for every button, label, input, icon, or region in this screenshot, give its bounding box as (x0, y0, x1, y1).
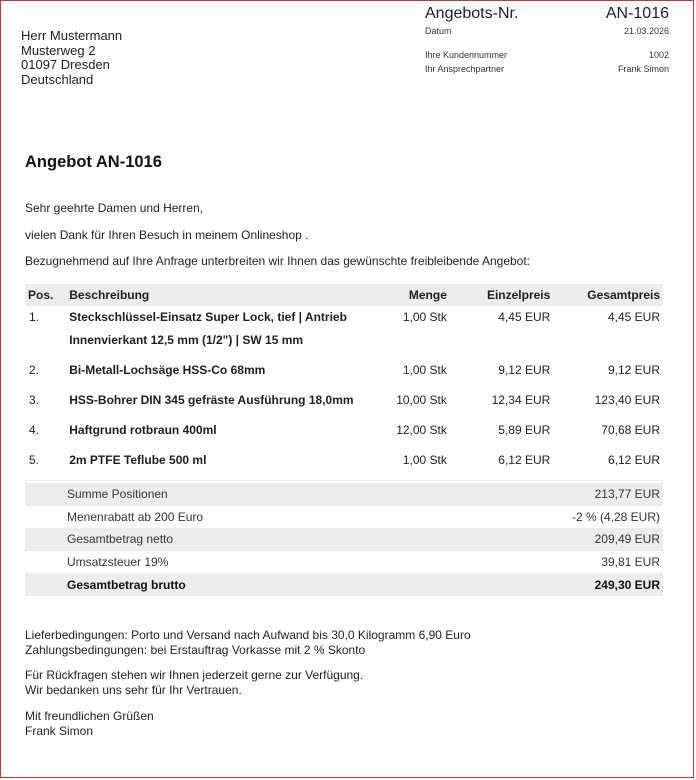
date-row (425, 24, 669, 38)
item-unit-price: 6,12 EUR (498, 453, 551, 467)
totals-label: Umsatzsteuer 19% (67, 555, 169, 570)
header-description: Beschreibung (66, 284, 357, 306)
recipient-city: 01097 Dresden (21, 57, 110, 72)
item-total-price: 4,45 EUR (607, 310, 660, 324)
items-table (25, 284, 663, 479)
item-description: Haftgrund rotbraun 400ml (69, 423, 217, 437)
item-total-price: 6,12 EUR (607, 453, 660, 467)
item-description: Steckschlüssel-Einsatz Super Lock, tief | Antrieb Innenvierkant 12,5 mm (1/2") | SW 15 mm (69, 310, 347, 347)
totals-label: Summe Positionen (25, 483, 445, 506)
offer-meta (425, 4, 669, 76)
delivery-terms: Lieferbedingungen: Porto und Versand nach Aufwand bis 30,0 Kilogramm 6,90 Euro (25, 628, 471, 642)
item-pos: 1. (29, 310, 40, 324)
signature-block (25, 709, 154, 738)
offer-number-value: AN-1016 (605, 5, 669, 22)
contact-row (425, 62, 669, 76)
item-description: HSS-Bohrer DIN 345 gefräste Ausführung 18,0mm (69, 393, 354, 407)
item-unit-price: 5,89 EUR (498, 423, 551, 437)
item-total-price: 9,12 EUR (607, 363, 660, 377)
recipient-country: Deutschland (21, 71, 94, 87)
closing-text (25, 668, 363, 697)
intro-text: vielen Dank für Ihren Besuch in meinem Onlineshop . (25, 228, 309, 242)
header-quantity: Menge (358, 284, 450, 306)
item-quantity: 1,00 Stk (402, 453, 447, 467)
item-total-price: 70,68 EUR (601, 423, 660, 437)
payment-terms: Zahlungsbedingungen: bei Erstauftrag Vorkasse mit 2 % Skonto (25, 642, 366, 657)
divider (25, 480, 663, 481)
table-row (25, 449, 663, 479)
item-quantity: 10,00 Stk (396, 393, 447, 407)
date-label: Datum (425, 26, 452, 36)
item-unit-price: 9,12 EUR (498, 363, 551, 377)
recipient-name: Herr Mustermann (21, 28, 123, 43)
item-pos: 5. (29, 453, 40, 467)
table-row (25, 359, 663, 389)
offer-intro-text: Bezugnehmend auf Ihre Anfrage unterbreiten wir Ihnen das gewünschte freibleibende Angebot: (25, 254, 531, 268)
totals-value: -2 % (4,28 EUR) (571, 509, 660, 524)
item-description: Bi-Metall-Lochsäge HSS-Co 68mm (69, 363, 266, 377)
items-header-row (25, 284, 663, 306)
offer-number-row (425, 4, 669, 24)
customer-number-row (425, 48, 669, 62)
customer-number-label: Ihre Kundennummer (425, 50, 508, 60)
item-quantity: 1,00 Stk (402, 363, 447, 377)
contact-value: Frank Simon (617, 64, 669, 74)
totals-label: Menenrabatt ab 200 Euro (67, 509, 204, 524)
totals-value: 213,77 EUR (445, 483, 663, 506)
table-row (25, 389, 663, 419)
totals-label: Gesamtbetrag netto (25, 528, 445, 551)
header-pos: Pos. (25, 284, 66, 306)
table-row (25, 306, 663, 359)
signature-name: Frank Simon (25, 723, 94, 738)
totals-value: 39,81 EUR (601, 555, 660, 570)
recipient-street: Musterweg 2 (21, 42, 96, 58)
header-unit-price: Einzelpreis (450, 284, 553, 306)
totals-row (25, 528, 663, 551)
item-pos: 3. (29, 393, 40, 407)
customer-number-value: 1002 (648, 50, 669, 60)
header-total-price: Gesamtpreis (553, 284, 663, 306)
date-value: 21.03.2026 (623, 26, 669, 36)
table-row (25, 419, 663, 449)
contact-label: Ihr Ansprechpartner (425, 64, 505, 74)
totals-value: 209,49 EUR (445, 528, 663, 551)
item-quantity: 12,00 Stk (396, 423, 447, 437)
closing-greeting: Mit freundlichen Grüßen (25, 709, 154, 723)
item-description: 2m PTFE Teflube 500 ml (69, 453, 207, 467)
item-total-price: 123,40 EUR (594, 393, 660, 407)
recipient-address (21, 29, 122, 87)
item-unit-price: 12,34 EUR (491, 393, 551, 407)
terms (25, 628, 471, 657)
offer-number-label: Angebots-Nr. (425, 5, 519, 22)
item-pos: 2. (29, 363, 40, 377)
grand-total-row (25, 573, 663, 596)
item-unit-price: 4,45 EUR (498, 310, 551, 324)
thanks-text: Wir bedanken uns sehr für Ihr Vertrauen. (25, 682, 242, 697)
questions-text: Für Rückfragen stehen wir Ihnen jederzeit gerne zur Verfügung. (25, 668, 364, 682)
item-pos: 4. (29, 423, 40, 437)
totals-row (25, 551, 663, 574)
salutation: Sehr geehrte Damen und Herren, (25, 201, 204, 215)
document-title: Angebot AN-1016 (25, 153, 162, 171)
totals-row (25, 483, 663, 506)
grand-total-value: 249,30 EUR (445, 573, 663, 596)
item-quantity: 1,00 Stk (402, 310, 447, 324)
grand-total-label: Gesamtbetrag brutto (25, 573, 445, 596)
totals-row (25, 506, 663, 529)
totals-table (25, 483, 663, 596)
